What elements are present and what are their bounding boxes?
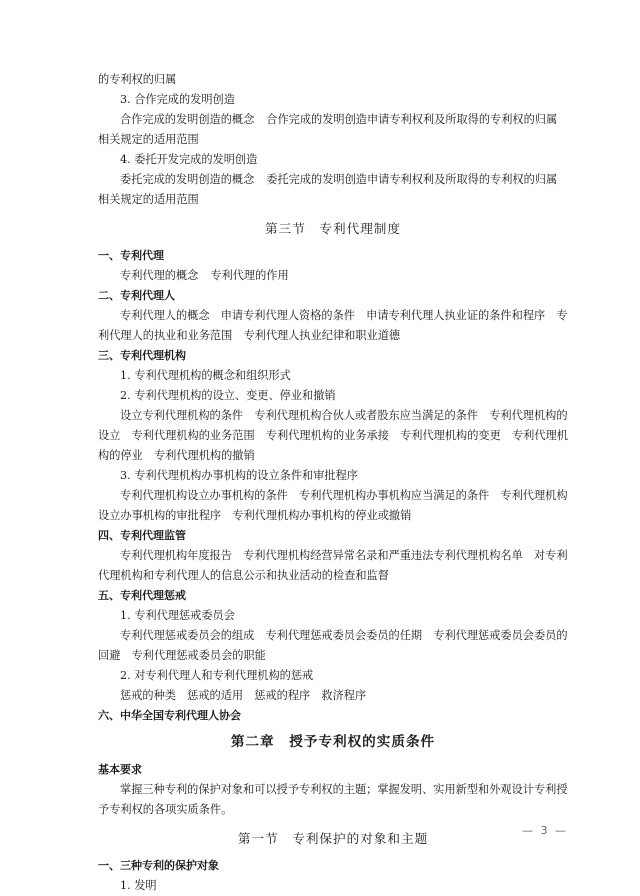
text-line: 专利代理机构设立办事机构的条件 专利代理机构办事机构应当满足的条件 专利代理机构 [120,489,568,502]
text-term: 专利代理的概念 [120,269,199,282]
list-item: 3. 专利代理机构办事机构的设立条件和审批程序 [120,469,358,482]
text-line [98,266,568,286]
list-item: 4. 委托开发完成的发明创造 [120,153,258,166]
section-title: 第三节 专利代理制度 [265,221,401,236]
text-line: 回避 专利代理惩戒委员会的职能 [98,649,266,662]
list-item: 2. 对专利代理人和专利代理机构的惩戒 [120,669,314,682]
chapter-title: 第二章 授予专利权的实质条件 [230,734,436,750]
section-title: 第一节 专利保护的对象和主题 [237,831,429,846]
text-line: 利代理人的执业和业务范围 专利代理人执业纪律和职业道德 [98,329,401,342]
list-item: 1. 发明 [120,879,157,892]
heading: 六、中华全国专利代理人协会 [98,709,241,722]
heading: 一、专利代理 [98,249,164,262]
text-line: 予专利权的各项实质条件。 [98,803,233,816]
text-line: 设立 专利代理机构的业务范围 专利代理机构的业务承接 专利代理机构的变更 专利代理机 [98,429,568,442]
page-number: — 3 — [522,824,568,837]
list-item: 1. 专利代理惩戒委员会 [120,609,235,622]
heading: 四、专利代理监管 [98,529,186,542]
text-line: 构的停业 专利代理机构的撤销 [98,449,255,462]
list-item: 2. 专利代理机构的设立、变更、停业和撤销 [120,389,336,402]
document-body [98,70,568,896]
text-line: 惩戒的种类 惩戒的适用 惩戒的程序 救济程序 [120,689,367,702]
heading: 三、专利代理机构 [98,349,186,362]
text-line: 专利代理惩戒委员会的组成 专利代理惩戒委员会委员的任期 专利代理惩戒委员会委员的 [120,629,568,642]
list-item: 1. 专利代理机构的概念和组织形式 [120,369,291,382]
text-line [98,110,568,130]
text-line: 代理机构和专利代理人的信息公示和执业活动的检查和监督 [98,569,389,582]
text-term: 委托完成的发明创造的概念 [120,173,255,186]
heading: 二、专利代理人 [98,289,175,302]
text-line: 掌握三种专利的保护对象和可以授予专利权的主题；掌握发明、实用新型和外观设计专利授 [120,783,568,796]
text-line: 的专利权的归属 [98,73,177,86]
text-term: 合作完成的发明创造申请专利权利及所取得的专利权的归属 [266,113,558,126]
text-line: 专利代理人的概念 申请专利代理人资格的条件 申请专利代理人执业证的条件和程序 专 [120,309,568,322]
heading: 基本要求 [98,763,142,776]
text-term: 专利代理的作用 [210,269,289,282]
text-line: 专利代理机构年度报告 专利代理机构经营异常名录和严重违法专利代理机构名单 对专利 [120,549,568,562]
text-term: 委托完成的发明创造申请专利权利及所取得的专利权的归属 [266,173,558,186]
text-line [98,170,568,190]
list-item: 3. 合作完成的发明创造 [120,93,235,106]
text-line: 设立办事机构的审批程序 专利代理机构办事机构的停业或撤销 [98,509,412,522]
text-term: 合作完成的发明创造的概念 [120,113,255,126]
text-line: 相关规定的适用范围 [98,193,199,206]
heading: 五、专利代理惩戒 [98,589,186,602]
heading: 一、三种专利的保护对象 [98,859,219,872]
text-line: 设立专利代理机构的条件 专利代理机构合伙人或者股东应当满足的条件 专利代理机构的 [120,409,568,422]
text-line: 相关规定的适用范围 [98,133,199,146]
